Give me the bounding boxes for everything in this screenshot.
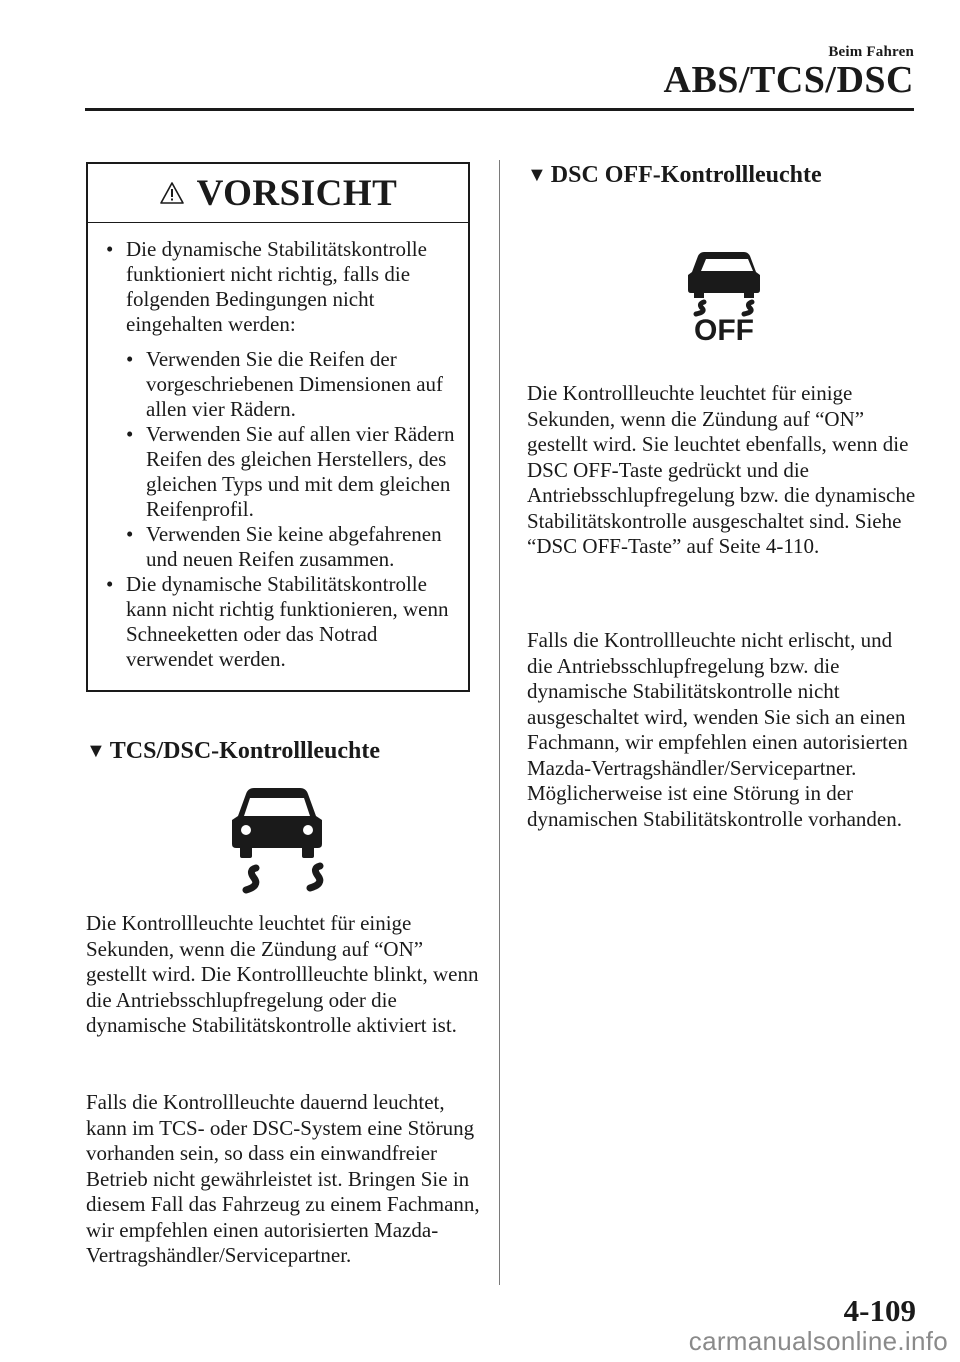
caution-sub-item	[124, 422, 458, 522]
section-triangle-icon: ▼	[527, 164, 547, 186]
caution-sub-item-text: Verwenden Sie die Reifen der vorgeschriebenen Dimensionen auf allen vier Rädern.	[146, 347, 444, 421]
dsc-off-icon	[672, 250, 776, 342]
caution-title: VORSICHT	[196, 172, 398, 214]
bullet-icon: •	[106, 237, 114, 261]
caution-header	[88, 164, 468, 223]
caution-sub-list	[124, 347, 458, 572]
bullet-icon: •	[126, 347, 134, 371]
section-triangle-icon: ▼	[86, 740, 106, 762]
caution-sub-item	[124, 522, 458, 572]
tcs-paragraph-1: Die Kontrollleuchte leuchtet für einige Sekunden, wenn die Zündung auf “ON” gestellt wird. Die Kontrollleuchte blinkt, wenn die Antriebsschlupfregelung oder die dynamische Stabilitätskontrolle aktiviert ist.	[86, 911, 479, 1037]
dsc-off-paragraph-2: Falls die Kontrollleuchte nicht erlischt, und die Antriebsschlupfregelung bzw. die dynamische Stabilitätskontrolle nicht ausgeschaltet wird, wenden Sie sich an einen Fachmann, wir empfehlen einen autorisierten Mazda-Vertragshändler/Servicepartner. Möglicherweise ist eine Störung in der dynamischen Stabilitätskontrolle vorhanden.	[527, 628, 908, 831]
dsc-off-paragraph-1: Die Kontrollleuchte leuchtet für einige Sekunden, wenn die Zündung auf “ON” gestellt wird. Sie leuchtet ebenfalls, wenn die DSC OFF-Taste gedrückt und die Antriebsschlupfregelung bzw. die dynamische Stabilitätskontrolle ausgeschaltet sind. Siehe “DSC OFF-Taste” auf Seite 4-110.	[527, 381, 916, 558]
dsc-off-section-heading	[527, 162, 822, 189]
header-divider	[85, 108, 914, 111]
watermark: carmanualsonline.info	[688, 1326, 948, 1356]
caution-sub-item-text: Verwenden Sie auf allen vier Rädern Reifen des gleichen Herstellers, des gleichen Typs und mit dem gleichen Reifenprofil.	[146, 422, 455, 521]
caution-item-text: Die dynamische Stabilitätskontrolle funktioniert nicht richtig, falls die folgenden Bedingungen nicht eingehalten werden:	[126, 237, 427, 336]
bullet-icon: •	[126, 422, 134, 446]
skidding-car-icon	[224, 786, 330, 900]
caution-box	[86, 162, 470, 692]
caution-sub-item-text: Verwenden Sie keine abgefahrenen und neuen Reifen zusammen.	[146, 522, 442, 571]
column-divider	[499, 160, 500, 1285]
chapter-label: Beim Fahren	[828, 44, 914, 60]
dsc-off-heading-text: DSC OFF-Kontrollleuchte	[550, 162, 822, 188]
caution-sub-item	[124, 347, 458, 422]
page-title: ABS/TCS/DSC	[663, 59, 914, 101]
tcs-section-heading	[86, 738, 380, 765]
caution-item	[104, 237, 458, 337]
caution-item	[104, 572, 458, 672]
caution-item-text: Die dynamische Stabilitätskontrolle kann nicht richtig funktionieren, wenn Schneeketten oder das Notrad verwendet werden.	[126, 572, 449, 671]
warning-triangle-icon	[159, 181, 185, 205]
bullet-icon: •	[126, 522, 134, 546]
page-number: 4-109	[843, 1293, 916, 1328]
dsc-off-icon-label: OFF	[694, 314, 754, 342]
tcs-paragraph-2: Falls die Kontrollleuchte dauernd leuchtet, kann im TCS- oder DSC-System eine Störung vorhanden sein, so dass ein einwandfreier Betrieb nicht gewährleistet ist. Bringen Sie in diesem Fall das Fahrzeug zu einem Fachmann, wir empfehlen einen autorisierten Mazda-Vertragshändler/Servicepartner.	[86, 1090, 480, 1267]
bullet-icon: •	[106, 572, 114, 596]
caution-body	[88, 223, 468, 672]
tcs-heading-text: TCS/DSC-Kontrollleuchte	[109, 738, 381, 764]
